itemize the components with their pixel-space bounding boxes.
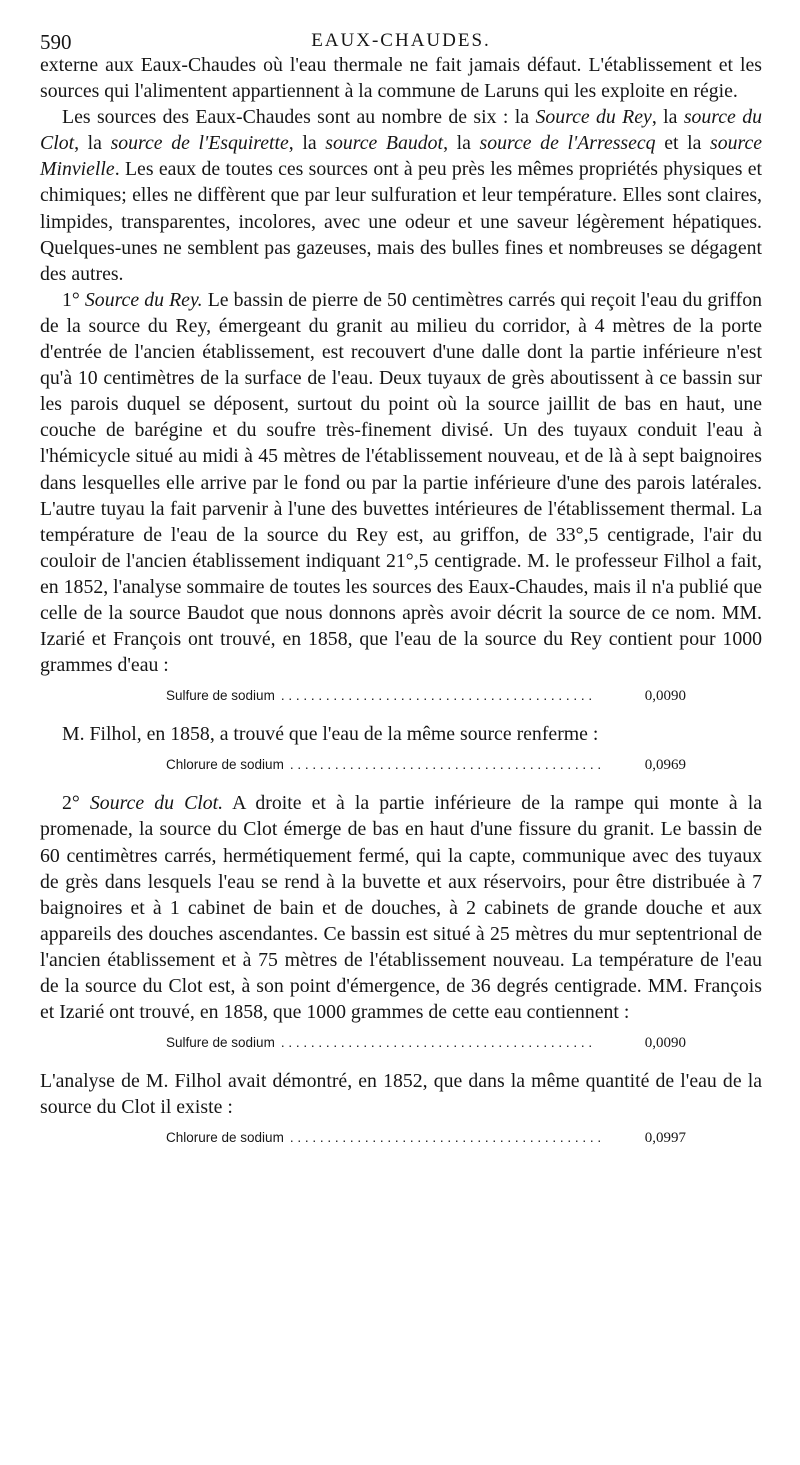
italic-text: Source du Rey.: [84, 288, 203, 311]
text-run: externe aux Eaux-Chaudes où l'eau thermale ne fait jamais défaut. L'établissement et les sources qui l'alimentent appartiennent à la commune de Laruns qui les exploite en régie.: [40, 54, 762, 103]
italic-text: source de l'Esquirette: [110, 132, 289, 155]
italic-text: source Minvielle: [40, 132, 763, 181]
paragraph: [40, 52, 762, 104]
text-run: , la: [443, 132, 480, 155]
analysis-value: 0,0969: [644, 757, 686, 774]
paragraph: [40, 287, 762, 678]
text-run: , la: [74, 132, 111, 155]
text-run: Les sources des Eaux-Chaudes sont au nombre de six : la: [62, 106, 536, 129]
text-run: M. Filhol, en 1858, a trouvé que l'eau de la même source renferme :: [62, 723, 599, 746]
running-head: EAUX-CHAUDES.: [311, 30, 491, 51]
analysis-value: 0,0997: [644, 1130, 686, 1147]
analysis-line: [166, 1035, 686, 1052]
analysis-value: 0,0090: [644, 1035, 686, 1052]
text-run: 1°: [62, 288, 85, 311]
dot-leader: [290, 1130, 639, 1145]
analysis-label: Chlorure de sodium: [166, 757, 284, 773]
analysis-value: 0,0090: [644, 688, 686, 705]
text-run: et la: [655, 132, 711, 155]
text-run: Le bassin de pierre de 50 centimètres carrés qui reçoit l'eau du griffon de la source du Rey, émergeant du granit au milieu du corridor, à 4 mètres de la porte d'entrée de l'ancien établissement, est recouvert d'une dalle dont la partie inférieure n'est qu'à 10 centimètres de la surface de l'eau. Deux tuyaux de grès aboutissent à ce bassin sur les parois duquel se déposent, surtout du point où la source jaillit de bas en haut, une couche de barégine et du soufre très-finement divisé. Un des tuyaux conduit l'eau à l'hémicycle situé au midi à 45 mètres de l'établissement nouveau, et de là à sept baignoires dans lesquelles elle arrive par le fond ou par la partie inférieure d'une des parois latérales. L'autre tuyau la fait parvenir à l'une des buvettes intérieures de l'établissement thermal. La température de l'eau de la source du Rey est, au griffon, de 33°,5 centigrade, l'air du couloir de l'ancien établissement indiquant 21°,5 centigrade. M. le professeur Filhol a fait, en 1852, l'analyse sommaire de toutes les sources des Eaux-Chaudes, mais il n'a publié que celle de la source Baudot que nous donnons après avoir décrit la source de ce nom. MM. Izarié et François ont trouvé, en 1858, que l'eau de la source du Rey contient pour 1000 grammes d'eau :: [40, 288, 762, 677]
italic-text: Source du Clot.: [89, 792, 224, 815]
text-run: 2°: [62, 792, 90, 815]
analysis-line: [166, 1130, 686, 1147]
text-run: , la: [651, 106, 684, 129]
text-body: [40, 52, 762, 1147]
italic-text: source du Clot: [40, 106, 762, 155]
paragraph: [40, 1068, 762, 1120]
paragraph: [40, 104, 762, 287]
dot-leader: [281, 688, 639, 703]
dot-leader: [290, 757, 639, 772]
analysis-label: Sulfure de sodium: [166, 688, 275, 704]
italic-text: source Baudot: [325, 132, 444, 155]
analysis-line: [166, 688, 686, 705]
text-run: , la: [288, 132, 326, 155]
page-number: 590: [40, 30, 72, 54]
analysis-line: [166, 757, 686, 774]
paragraph: [40, 790, 762, 1025]
italic-text: source de l'Arressecq: [479, 132, 656, 155]
text-run: . Les eaux de toutes ces sources ont à peu près les mêmes propriétés physiques et chimiques; elles ne diffèrent que par leur sulfuration et leur température. Elles sont claires, limpides, transparentes, incolores, avec une odeur et une saveur légèrement hépatiques. Quelques-unes ne semblent pas gazeuses, mais des bulles fines et nombreuses se dégagent des autres.: [40, 158, 762, 285]
text-run: L'analyse de M. Filhol avait démontré, en 1852, que dans la même quantité de l'eau de la source du Clot il existe :: [40, 1070, 762, 1119]
paragraph: [40, 721, 762, 747]
page-header: [40, 0, 762, 52]
text-run: A droite et à la partie inférieure de la rampe qui monte à la promenade, la source du Clot émerge de bas en haut d'une fissure du granit. Le bassin de 60 centimètres carrés, hermétiquement fermé, qui la capte, communique avec des tuyaux de grès dans lesquels l'eau se rend à la buvette et aux réservoirs, pour être distribuée à 7 baignoires et à 1 cabinet de bain et de douches, à 2 cabinets de grande douche et aux appareils des douches ascendantes. Ce bassin est situé à 25 mètres du mur septentrional de l'ancien établissement et à 75 mètres de l'établissement nouveau. La température de l'eau de la source du Clot est, à son point d'émergence, de 36 degrés centigrade. MM. François et Izarié ont trouvé, en 1858, que 1000 grammes de cette eau contiennent :: [40, 792, 763, 1024]
dot-leader: [281, 1035, 639, 1050]
analysis-label: Sulfure de sodium: [166, 1035, 275, 1051]
italic-text: Source du Rey: [535, 106, 652, 129]
analysis-label: Chlorure de sodium: [166, 1130, 284, 1146]
